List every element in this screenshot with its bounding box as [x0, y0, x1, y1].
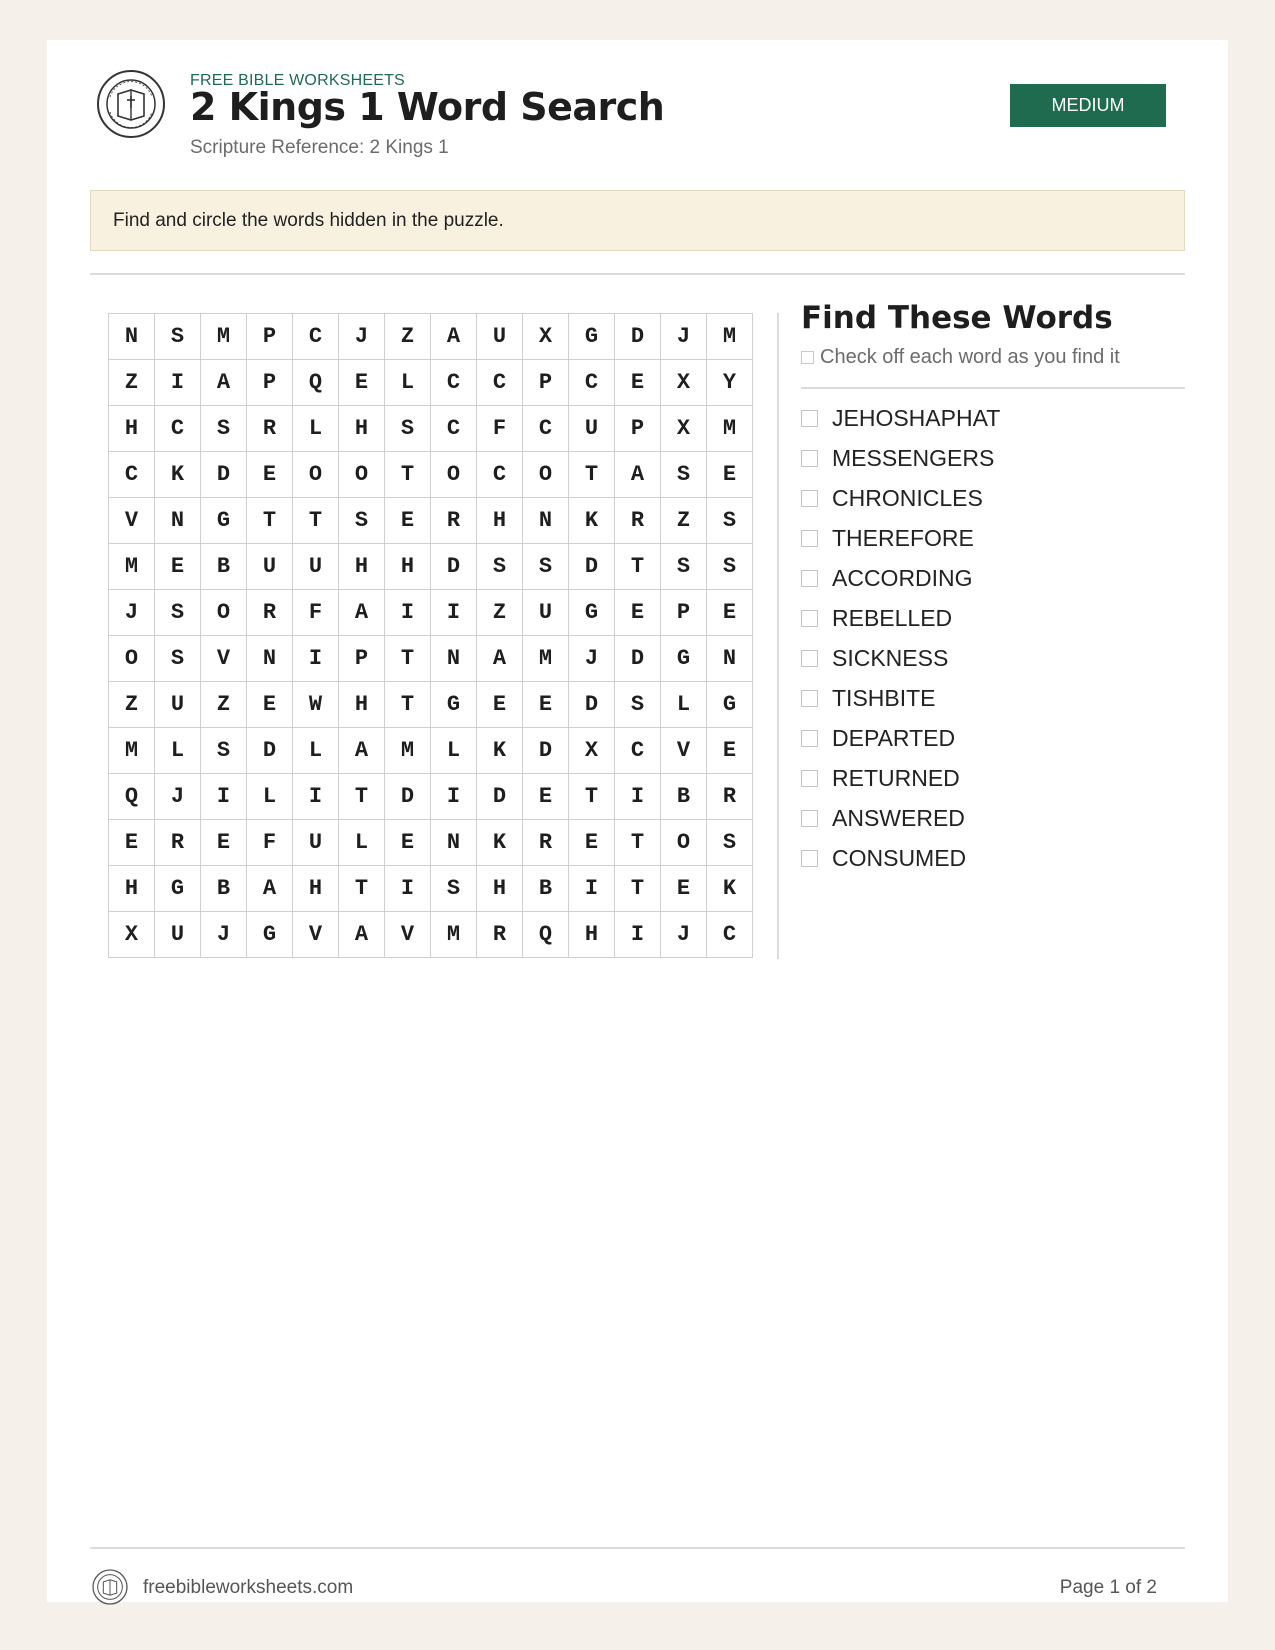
grid-cell[interactable]: A: [247, 866, 293, 912]
grid-cell[interactable]: A: [339, 912, 385, 958]
grid-cell[interactable]: P: [661, 590, 707, 636]
grid-cell[interactable]: M: [431, 912, 477, 958]
grid-cell[interactable]: T: [569, 774, 615, 820]
grid-cell[interactable]: Q: [109, 774, 155, 820]
grid-cell[interactable]: N: [247, 636, 293, 682]
grid-cell[interactable]: S: [201, 406, 247, 452]
word-label: CHRONICLES: [832, 484, 983, 511]
grid-cell[interactable]: Z: [477, 590, 523, 636]
grid-cell[interactable]: K: [477, 820, 523, 866]
grid-cell[interactable]: S: [385, 406, 431, 452]
grid-cell[interactable]: M: [109, 728, 155, 774]
list-item: [801, 798, 1000, 838]
word-checkbox[interactable]: [801, 610, 818, 627]
grid-cell[interactable]: C: [477, 360, 523, 406]
grid-cell[interactable]: N: [155, 498, 201, 544]
grid-cell[interactable]: O: [661, 820, 707, 866]
list-item: [801, 638, 1000, 678]
grid-cell[interactable]: D: [615, 314, 661, 360]
grid-cell[interactable]: L: [155, 728, 201, 774]
grid-cell[interactable]: O: [201, 590, 247, 636]
grid-cell[interactable]: T: [247, 498, 293, 544]
grid-cell[interactable]: C: [477, 452, 523, 498]
grid-cell[interactable]: A: [339, 590, 385, 636]
word-label: RETURNED: [832, 764, 960, 791]
word-label: DEPARTED: [832, 724, 956, 751]
grid-cell[interactable]: S: [339, 498, 385, 544]
grid-cell[interactable]: I: [293, 636, 339, 682]
instructions-banner: [90, 190, 1185, 251]
grid-cell[interactable]: Z: [201, 682, 247, 728]
grid-cell[interactable]: O: [431, 452, 477, 498]
page-number: Page 1 of 2: [1059, 1577, 1157, 1598]
grid-cell[interactable]: J: [155, 774, 201, 820]
grid-cell[interactable]: S: [661, 544, 707, 590]
grid-cell[interactable]: A: [339, 728, 385, 774]
grid-cell[interactable]: E: [707, 728, 753, 774]
list-item: [801, 558, 1000, 598]
word-label: TISHBITE: [832, 684, 936, 711]
grid-cell[interactable]: Q: [523, 912, 569, 958]
page-title: 2 Kings 1 Word Search: [190, 85, 665, 129]
grid-cell[interactable]: S: [661, 452, 707, 498]
grid-cell[interactable]: E: [109, 820, 155, 866]
word-checkbox[interactable]: [801, 410, 818, 427]
grid-cell[interactable]: L: [661, 682, 707, 728]
grid-cell[interactable]: S: [155, 314, 201, 360]
grid-cell[interactable]: L: [293, 406, 339, 452]
grid-cell[interactable]: S: [155, 636, 201, 682]
grid-cell[interactable]: T: [385, 636, 431, 682]
grid-cell[interactable]: Z: [661, 498, 707, 544]
instructions-text: Find and circle the words hidden in the puzzle.: [113, 209, 504, 231]
grid-cell[interactable]: D: [431, 544, 477, 590]
grid-cell[interactable]: Z: [109, 360, 155, 406]
worksheet-page: [47, 40, 1228, 1602]
grid-cell[interactable]: I: [615, 912, 661, 958]
grid-cell[interactable]: B: [201, 544, 247, 590]
grid-cell[interactable]: I: [431, 774, 477, 820]
grid-cell[interactable]: X: [661, 406, 707, 452]
list-item: [801, 518, 1000, 558]
grid-cell[interactable]: S: [477, 544, 523, 590]
grid-cell[interactable]: T: [293, 498, 339, 544]
grid-cell[interactable]: F: [477, 406, 523, 452]
word-label: CONSUMED: [832, 844, 967, 871]
grid-cell[interactable]: Q: [293, 360, 339, 406]
grid-cell[interactable]: X: [109, 912, 155, 958]
grid-cell[interactable]: A: [201, 360, 247, 406]
grid-cell[interactable]: I: [569, 866, 615, 912]
grid-cell[interactable]: K: [707, 866, 753, 912]
grid-cell[interactable]: J: [661, 314, 707, 360]
grid-cell[interactable]: G: [431, 682, 477, 728]
grid-cell[interactable]: I: [385, 866, 431, 912]
grid-cell[interactable]: H: [339, 682, 385, 728]
grid-cell[interactable]: E: [707, 590, 753, 636]
grid-cell[interactable]: E: [569, 820, 615, 866]
grid-cell[interactable]: P: [339, 636, 385, 682]
list-item: [801, 598, 1000, 638]
bible-seal-icon: [96, 69, 166, 139]
checkbox-icon: [801, 351, 814, 364]
grid-cell[interactable]: F: [293, 590, 339, 636]
scripture-reference: Scripture Reference: 2 Kings 1: [190, 137, 449, 158]
grid-cell[interactable]: O: [523, 452, 569, 498]
grid-cell[interactable]: C: [293, 314, 339, 360]
grid-cell[interactable]: T: [339, 866, 385, 912]
grid-cell[interactable]: V: [293, 912, 339, 958]
word-label: MESSENGERS: [832, 444, 995, 471]
grid-cell[interactable]: P: [247, 360, 293, 406]
grid-cell[interactable]: P: [247, 314, 293, 360]
grid-cell[interactable]: R: [707, 774, 753, 820]
grid-cell[interactable]: E: [523, 682, 569, 728]
grid-cell[interactable]: D: [569, 682, 615, 728]
grid-cell[interactable]: S: [707, 498, 753, 544]
grid-cell[interactable]: E: [615, 590, 661, 636]
grid-cell[interactable]: D: [569, 544, 615, 590]
grid-cell[interactable]: H: [477, 498, 523, 544]
grid-cell[interactable]: E: [155, 544, 201, 590]
grid-cell[interactable]: E: [247, 682, 293, 728]
grid-cell[interactable]: N: [431, 820, 477, 866]
grid-cell[interactable]: T: [385, 452, 431, 498]
grid-cell[interactable]: D: [477, 774, 523, 820]
grid-cell[interactable]: H: [477, 866, 523, 912]
grid-cell[interactable]: M: [109, 544, 155, 590]
grid-cell[interactable]: T: [385, 682, 431, 728]
grid-cell[interactable]: E: [477, 682, 523, 728]
word-list-hint: [801, 346, 1120, 369]
grid-cell[interactable]: C: [431, 360, 477, 406]
grid-cell[interactable]: L: [431, 728, 477, 774]
word-label: JEHOSHAPHAT: [832, 404, 1001, 431]
word-checkbox[interactable]: [801, 650, 818, 667]
grid-cell[interactable]: C: [431, 406, 477, 452]
grid-cell[interactable]: M: [707, 314, 753, 360]
grid-cell[interactable]: H: [109, 406, 155, 452]
grid-cell[interactable]: U: [293, 544, 339, 590]
column-divider: [777, 313, 779, 959]
grid-cell[interactable]: L: [385, 360, 431, 406]
grid-cell[interactable]: G: [155, 866, 201, 912]
list-item: [801, 678, 1000, 718]
grid-cell[interactable]: C: [615, 728, 661, 774]
grid-cell[interactable]: I: [201, 774, 247, 820]
grid-cell[interactable]: N: [707, 636, 753, 682]
grid-cell[interactable]: Z: [385, 314, 431, 360]
grid-cell[interactable]: B: [201, 866, 247, 912]
list-item: [801, 758, 1000, 798]
word-label: ACCORDING: [832, 564, 973, 591]
grid-cell[interactable]: U: [155, 912, 201, 958]
grid-cell[interactable]: C: [155, 406, 201, 452]
grid-cell[interactable]: S: [431, 866, 477, 912]
word-label: ANSWERED: [832, 804, 965, 831]
grid-cell[interactable]: D: [201, 452, 247, 498]
footer-site: freebibleworksheets.com: [143, 1577, 354, 1598]
grid-cell[interactable]: X: [569, 728, 615, 774]
grid-cell[interactable]: M: [385, 728, 431, 774]
grid-cell[interactable]: D: [385, 774, 431, 820]
word-label: SICKNESS: [832, 644, 949, 671]
grid-cell[interactable]: X: [661, 360, 707, 406]
grid-cell[interactable]: C: [569, 360, 615, 406]
grid-cell[interactable]: K: [477, 728, 523, 774]
word-list-title: Find These Words: [801, 300, 1113, 336]
word-checkbox[interactable]: [801, 810, 818, 827]
grid-cell[interactable]: E: [661, 866, 707, 912]
grid-cell[interactable]: G: [201, 498, 247, 544]
grid-cell[interactable]: M: [707, 406, 753, 452]
grid-cell[interactable]: I: [293, 774, 339, 820]
word-label: REBELLED: [832, 604, 953, 631]
grid-cell[interactable]: U: [523, 590, 569, 636]
grid-cell[interactable]: J: [569, 636, 615, 682]
header-divider: [90, 273, 1185, 275]
grid-cell[interactable]: S: [707, 544, 753, 590]
footer-divider: [90, 1547, 1185, 1549]
word-label: THEREFORE: [832, 524, 974, 551]
list-item: [801, 718, 1000, 758]
grid-cell[interactable]: S: [615, 682, 661, 728]
grid-cell[interactable]: T: [339, 774, 385, 820]
grid-cell[interactable]: N: [523, 498, 569, 544]
grid-cell[interactable]: B: [523, 866, 569, 912]
grid-cell[interactable]: E: [707, 452, 753, 498]
grid-cell[interactable]: L: [247, 774, 293, 820]
grid-cell[interactable]: R: [247, 590, 293, 636]
grid-cell[interactable]: N: [431, 636, 477, 682]
grid-cell[interactable]: R: [247, 406, 293, 452]
grid-cell[interactable]: G: [569, 314, 615, 360]
grid-cell[interactable]: K: [569, 498, 615, 544]
grid-cell[interactable]: H: [109, 866, 155, 912]
grid-cell[interactable]: A: [431, 314, 477, 360]
grid-cell[interactable]: H: [569, 912, 615, 958]
grid-cell[interactable]: R: [523, 820, 569, 866]
grid-cell[interactable]: E: [523, 774, 569, 820]
grid-cell[interactable]: D: [615, 636, 661, 682]
grid-cell[interactable]: N: [109, 314, 155, 360]
grid-cell[interactable]: G: [707, 682, 753, 728]
grid-cell[interactable]: M: [523, 636, 569, 682]
grid-cell[interactable]: C: [523, 406, 569, 452]
grid-cell[interactable]: E: [339, 360, 385, 406]
grid-cell[interactable]: Y: [707, 360, 753, 406]
grid-cell[interactable]: X: [523, 314, 569, 360]
grid-cell[interactable]: E: [385, 820, 431, 866]
grid-cell[interactable]: J: [201, 912, 247, 958]
grid-cell[interactable]: L: [339, 820, 385, 866]
grid-cell[interactable]: S: [523, 544, 569, 590]
word-search-grid: [108, 313, 753, 958]
grid-cell[interactable]: V: [109, 498, 155, 544]
word-list-divider: [801, 387, 1185, 389]
grid-cell[interactable]: H: [293, 866, 339, 912]
grid-cell[interactable]: U: [155, 682, 201, 728]
grid-cell[interactable]: L: [293, 728, 339, 774]
grid-cell[interactable]: I: [385, 590, 431, 636]
grid-cell[interactable]: V: [661, 728, 707, 774]
grid-cell[interactable]: R: [615, 498, 661, 544]
grid-cell[interactable]: S: [155, 590, 201, 636]
word-checkbox[interactable]: [801, 530, 818, 547]
grid-cell[interactable]: U: [247, 544, 293, 590]
word-checkbox[interactable]: [801, 770, 818, 787]
grid-cell[interactable]: T: [569, 452, 615, 498]
grid-cell[interactable]: P: [523, 360, 569, 406]
grid-cell[interactable]: V: [385, 912, 431, 958]
grid-cell[interactable]: R: [477, 912, 523, 958]
grid-cell[interactable]: C: [707, 912, 753, 958]
grid-cell[interactable]: M: [201, 314, 247, 360]
grid-cell[interactable]: D: [523, 728, 569, 774]
grid-cell[interactable]: T: [615, 866, 661, 912]
grid-cell[interactable]: E: [615, 360, 661, 406]
grid-cell[interactable]: T: [615, 820, 661, 866]
grid-cell[interactable]: J: [661, 912, 707, 958]
grid-cell[interactable]: U: [477, 314, 523, 360]
grid-cell[interactable]: S: [707, 820, 753, 866]
grid-cell[interactable]: A: [477, 636, 523, 682]
grid-cell[interactable]: J: [109, 590, 155, 636]
word-checkbox[interactable]: [801, 450, 818, 467]
grid-cell[interactable]: Z: [109, 682, 155, 728]
word-checkbox[interactable]: [801, 850, 818, 867]
grid-cell[interactable]: E: [247, 452, 293, 498]
word-checkbox[interactable]: [801, 730, 818, 747]
grid-cell[interactable]: S: [201, 728, 247, 774]
grid-cell[interactable]: H: [385, 544, 431, 590]
brand-name: FREE BIBLE WORKSHEETS: [190, 72, 405, 89]
word-checkbox[interactable]: [801, 490, 818, 507]
list-item: [801, 398, 1000, 438]
grid-cell[interactable]: A: [615, 452, 661, 498]
word-checkbox[interactable]: [801, 690, 818, 707]
list-item: [801, 438, 1000, 478]
grid-cell[interactable]: V: [201, 636, 247, 682]
list-item: [801, 838, 1000, 878]
grid-cell[interactable]: C: [109, 452, 155, 498]
grid-cell[interactable]: E: [385, 498, 431, 544]
grid-cell[interactable]: I: [155, 360, 201, 406]
grid-cell[interactable]: G: [247, 912, 293, 958]
grid-cell[interactable]: E: [201, 820, 247, 866]
word-list: [801, 398, 1000, 878]
grid-cell[interactable]: O: [109, 636, 155, 682]
grid-cell[interactable]: P: [615, 406, 661, 452]
grid-cell[interactable]: U: [569, 406, 615, 452]
grid-cell[interactable]: T: [615, 544, 661, 590]
grid-cell[interactable]: R: [431, 498, 477, 544]
word-checkbox[interactable]: [801, 570, 818, 587]
list-item: [801, 478, 1000, 518]
grid-cell[interactable]: O: [339, 452, 385, 498]
grid-cell[interactable]: B: [661, 774, 707, 820]
grid-cell[interactable]: I: [615, 774, 661, 820]
grid-cell[interactable]: H: [339, 544, 385, 590]
grid-cell[interactable]: J: [339, 314, 385, 360]
grid-cell[interactable]: U: [293, 820, 339, 866]
grid-cell[interactable]: O: [293, 452, 339, 498]
grid-cell[interactable]: I: [431, 590, 477, 636]
word-list-hint-text: Check off each word as you find it: [820, 346, 1120, 368]
grid-cell[interactable]: F: [247, 820, 293, 866]
bible-seal-icon: [92, 1569, 128, 1605]
difficulty-badge: MEDIUM: [1010, 84, 1166, 127]
grid-cell[interactable]: W: [293, 682, 339, 728]
grid-cell[interactable]: H: [339, 406, 385, 452]
grid-cell[interactable]: G: [661, 636, 707, 682]
grid-cell[interactable]: K: [155, 452, 201, 498]
grid-cell[interactable]: G: [569, 590, 615, 636]
grid-cell[interactable]: R: [155, 820, 201, 866]
grid-cell[interactable]: D: [247, 728, 293, 774]
